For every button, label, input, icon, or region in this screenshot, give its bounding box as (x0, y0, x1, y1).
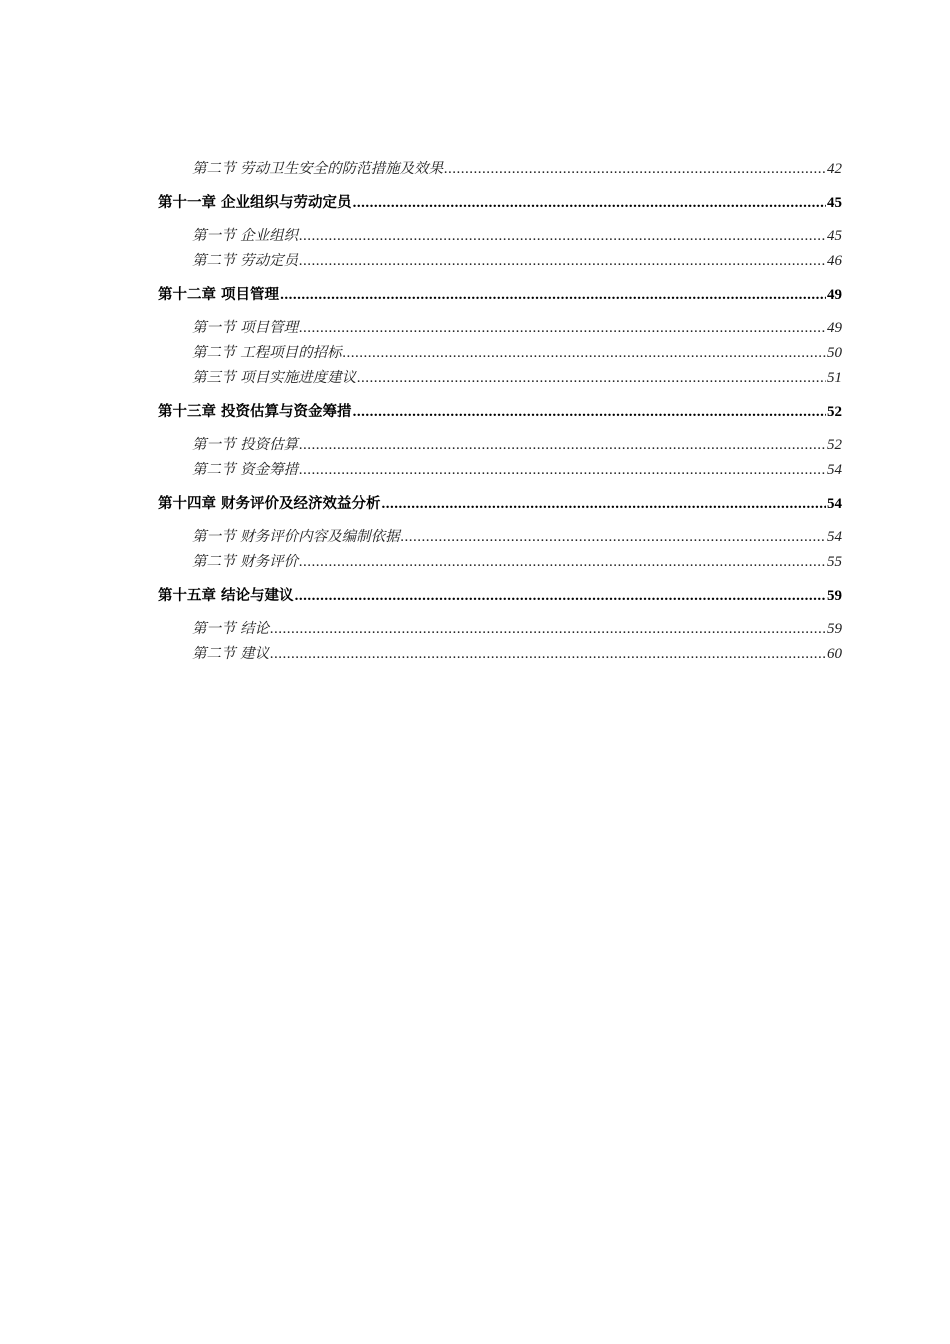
toc-chapter-row[interactable] (158, 493, 842, 515)
toc-entry-page: 54 (827, 462, 842, 478)
toc-entry-title: 第三节 项目实施进度建议 (192, 370, 357, 386)
dot-leader (382, 493, 826, 515)
toc-entry-title: 第一节 项目管理 (192, 320, 299, 336)
dot-leader (401, 525, 826, 550)
dot-leader (343, 341, 826, 366)
toc-chapter-row[interactable] (158, 284, 842, 306)
dot-leader (299, 316, 826, 341)
toc-section-row[interactable] (158, 341, 842, 366)
toc-entry-page: 54 (827, 529, 842, 545)
toc-entry-title: 第二节 财务评价 (192, 554, 299, 570)
toc-chapter-row[interactable] (158, 585, 842, 607)
dot-leader (299, 249, 826, 274)
toc-entry-title: 第十一章 企业组织与劳动定员 (158, 195, 352, 211)
toc-entry-title: 第二节 劳动定员 (192, 253, 299, 269)
toc-section-row[interactable] (158, 249, 842, 274)
toc-entry-page: 46 (827, 253, 842, 269)
toc-section-row[interactable] (158, 550, 842, 575)
toc-section-row[interactable] (158, 224, 842, 249)
toc-entry-page: 52 (827, 404, 842, 420)
toc-section-row[interactable] (158, 366, 842, 391)
toc-entry-title: 第二节 建议 (192, 646, 270, 662)
toc-section-row[interactable] (158, 642, 842, 667)
dot-leader (299, 550, 826, 575)
toc-entry-page: 49 (827, 287, 842, 303)
dot-leader (353, 401, 826, 423)
dot-leader (357, 366, 826, 391)
dot-leader (295, 585, 826, 607)
toc-section-row[interactable] (158, 433, 842, 458)
dot-leader (353, 192, 826, 214)
dot-leader (270, 617, 826, 642)
dot-leader (270, 642, 826, 667)
toc-entry-title: 第二节 劳动卫生安全的防范措施及效果 (192, 161, 444, 177)
dot-leader (444, 157, 826, 182)
toc-entry-title: 第二节 工程项目的招标 (192, 345, 342, 361)
toc-entry-title: 第十二章 项目管理 (158, 287, 280, 303)
toc-entry-page: 60 (827, 646, 842, 662)
toc-entry-page: 45 (827, 195, 842, 211)
toc-section-row[interactable] (158, 316, 842, 341)
toc-entry-title: 第一节 结论 (192, 621, 270, 637)
toc-entry-title: 第一节 财务评价内容及编制依据 (192, 529, 400, 545)
toc-chapter-row[interactable] (158, 401, 842, 423)
toc-entry-page: 51 (827, 370, 842, 386)
table-of-contents (158, 157, 842, 667)
toc-section-row[interactable] (158, 525, 842, 550)
toc-entry-page: 52 (827, 437, 842, 453)
toc-section-row[interactable] (158, 617, 842, 642)
toc-section-row[interactable] (158, 157, 842, 182)
dot-leader (280, 284, 826, 306)
toc-entry-title: 第二节 资金筹措 (192, 462, 299, 478)
dot-leader (299, 224, 826, 249)
toc-entry-page: 59 (827, 588, 842, 604)
toc-entry-title: 第十三章 投资估算与资金筹措 (158, 404, 352, 420)
toc-entry-page: 54 (827, 496, 842, 512)
toc-section-row[interactable] (158, 458, 842, 483)
toc-entry-title: 第十五章 结论与建议 (158, 588, 294, 604)
toc-entry-title: 第一节 企业组织 (192, 228, 299, 244)
toc-entry-page: 49 (827, 320, 842, 336)
toc-entry-page: 59 (827, 621, 842, 637)
toc-entry-page: 42 (827, 161, 842, 177)
toc-entry-page: 55 (827, 554, 842, 570)
dot-leader (299, 433, 826, 458)
toc-chapter-row[interactable] (158, 192, 842, 214)
dot-leader (299, 458, 826, 483)
toc-entry-title: 第十四章 财务评价及经济效益分析 (158, 496, 381, 512)
toc-entry-page: 45 (827, 228, 842, 244)
toc-entry-page: 50 (827, 345, 842, 361)
toc-entry-title: 第一节 投资估算 (192, 437, 299, 453)
